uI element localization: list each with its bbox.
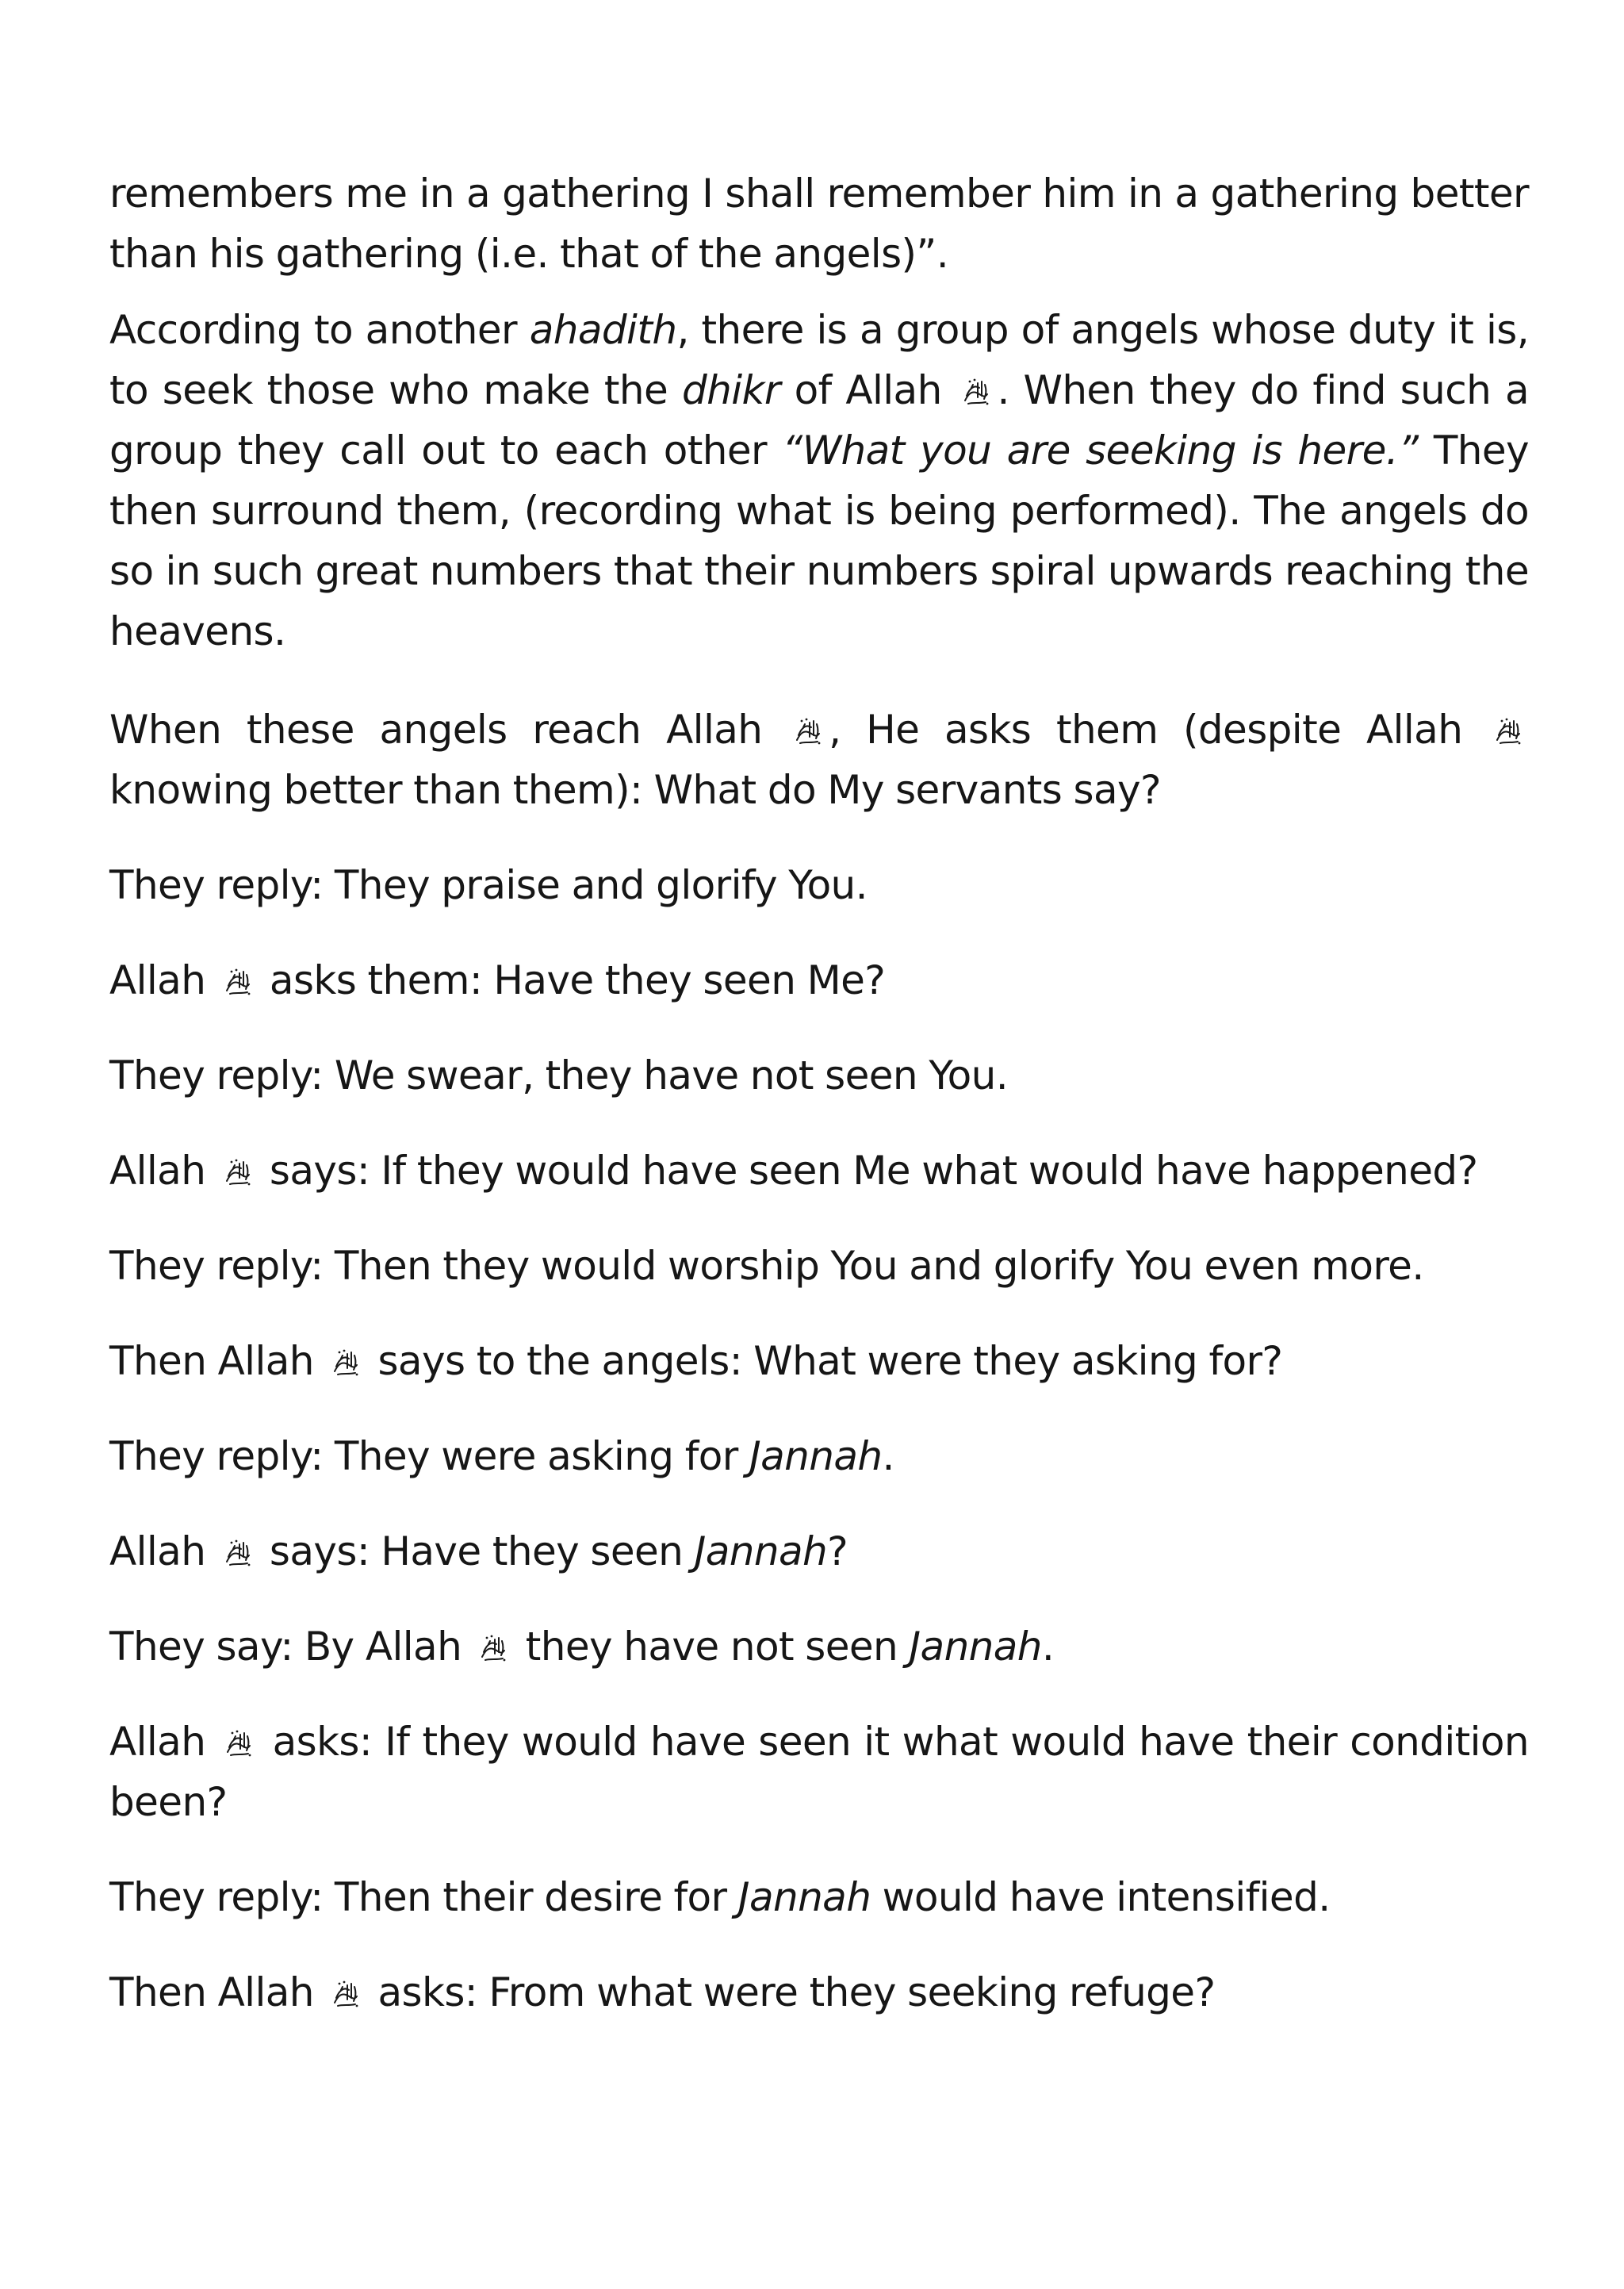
text-run: They reply: They were asking for: [109, 1433, 749, 1479]
text-run: When these angels reach Allah: [109, 707, 788, 753]
text-run: .: [1041, 1624, 1055, 1670]
paragraph-6: [109, 1045, 1529, 1106]
paragraph-13: [109, 1712, 1529, 1832]
italic-text: “What you are seeking is here.”: [782, 428, 1419, 474]
italic-text: dhikr: [681, 367, 780, 413]
italic-text: Jannah: [694, 1528, 828, 1574]
italic-text: Jannah: [909, 1624, 1042, 1670]
text-run: says to the angels: What were they asking for?: [366, 1338, 1283, 1384]
paragraph-10: [109, 1426, 1529, 1486]
text-run: , there is a group of angels whose duty it is, to seek those who make the: [109, 307, 1529, 413]
italic-text: ahadith: [529, 307, 677, 353]
text-run: Allah: [109, 1528, 217, 1574]
text-run: Then Allah: [109, 1338, 326, 1384]
text-run: Allah: [109, 1719, 219, 1765]
text-run: ?: [827, 1528, 848, 1574]
subhanahu-wa-taala-calligraphy-icon: [792, 716, 824, 748]
text-run: Then Allah: [109, 1969, 326, 2015]
text-run: They say: By Allah: [109, 1624, 473, 1670]
subhanahu-wa-taala-calligraphy-icon: [477, 1633, 509, 1665]
text-run: remembers me in a gathering I shall remember him in a gathering better than his gathering (i.e. that of the angels)”.: [109, 171, 1529, 277]
text-run: asks: From what were they seeking refuge?: [366, 1969, 1216, 2015]
text-run: of Allah: [779, 367, 956, 413]
text-run: says: If they would have seen Me what would have happened?: [258, 1148, 1478, 1194]
paragraph-14: [109, 1867, 1529, 1927]
text-run: knowing better than them): What do My servants say?: [109, 767, 1161, 813]
text-run: .: [882, 1433, 894, 1479]
text-run: they have not seen: [514, 1624, 910, 1670]
subhanahu-wa-taala-calligraphy-icon: [330, 1348, 362, 1379]
paragraph-7: [109, 1141, 1529, 1201]
text-run: Allah: [109, 1148, 217, 1194]
subhanahu-wa-taala-calligraphy-icon: [222, 1157, 254, 1189]
subhanahu-wa-taala-calligraphy-icon: [960, 377, 992, 408]
subhanahu-wa-taala-calligraphy-icon: [223, 1728, 255, 1760]
paragraph-1: [109, 163, 1529, 284]
paragraph-5: [109, 950, 1529, 1010]
paragraph-4: [109, 855, 1529, 915]
text-run: . When they do find such a group they call out to each other: [109, 367, 1529, 474]
text-run: They reply: They praise and glorify You.: [109, 862, 868, 908]
text-run: says: Have they seen: [258, 1528, 695, 1574]
text-run: They reply: Then they would worship You and glorify You even more.: [109, 1243, 1424, 1289]
text-run: They reply: Then their desire for: [109, 1874, 738, 1920]
paragraph-9: [109, 1331, 1529, 1391]
text-run: They reply: We swear, they have not seen You.: [109, 1052, 1008, 1098]
text-run: would have intensified.: [871, 1874, 1331, 1920]
paragraph-11: [109, 1521, 1529, 1582]
paragraph-3: [109, 700, 1529, 820]
text-run: asks: If they would have seen it what would have their condition been?: [109, 1719, 1529, 1825]
subhanahu-wa-taala-calligraphy-icon: [222, 967, 254, 999]
text-run: , He asks them (despite Allah: [829, 707, 1488, 753]
document-page: [109, 163, 1529, 2023]
italic-text: Jannah: [737, 1874, 871, 1920]
subhanahu-wa-taala-calligraphy-icon: [330, 1979, 362, 2011]
text-run: asks them: Have they seen Me?: [258, 957, 886, 1003]
subhanahu-wa-taala-calligraphy-icon: [222, 1538, 254, 1570]
text-run: Allah: [109, 957, 217, 1003]
paragraph-12: [109, 1616, 1529, 1677]
text-run: They then surround them, (recording what is being performed). The angels do so in such great numbers that their numbers spiral upwards reaching the heavens.: [109, 428, 1529, 654]
italic-text: Jannah: [749, 1433, 883, 1479]
text-run: According to another: [109, 307, 530, 353]
paragraph-2: [109, 300, 1529, 661]
subhanahu-wa-taala-calligraphy-icon: [1492, 716, 1524, 748]
paragraph-8: [109, 1236, 1529, 1296]
paragraph-15: [109, 1962, 1529, 2023]
